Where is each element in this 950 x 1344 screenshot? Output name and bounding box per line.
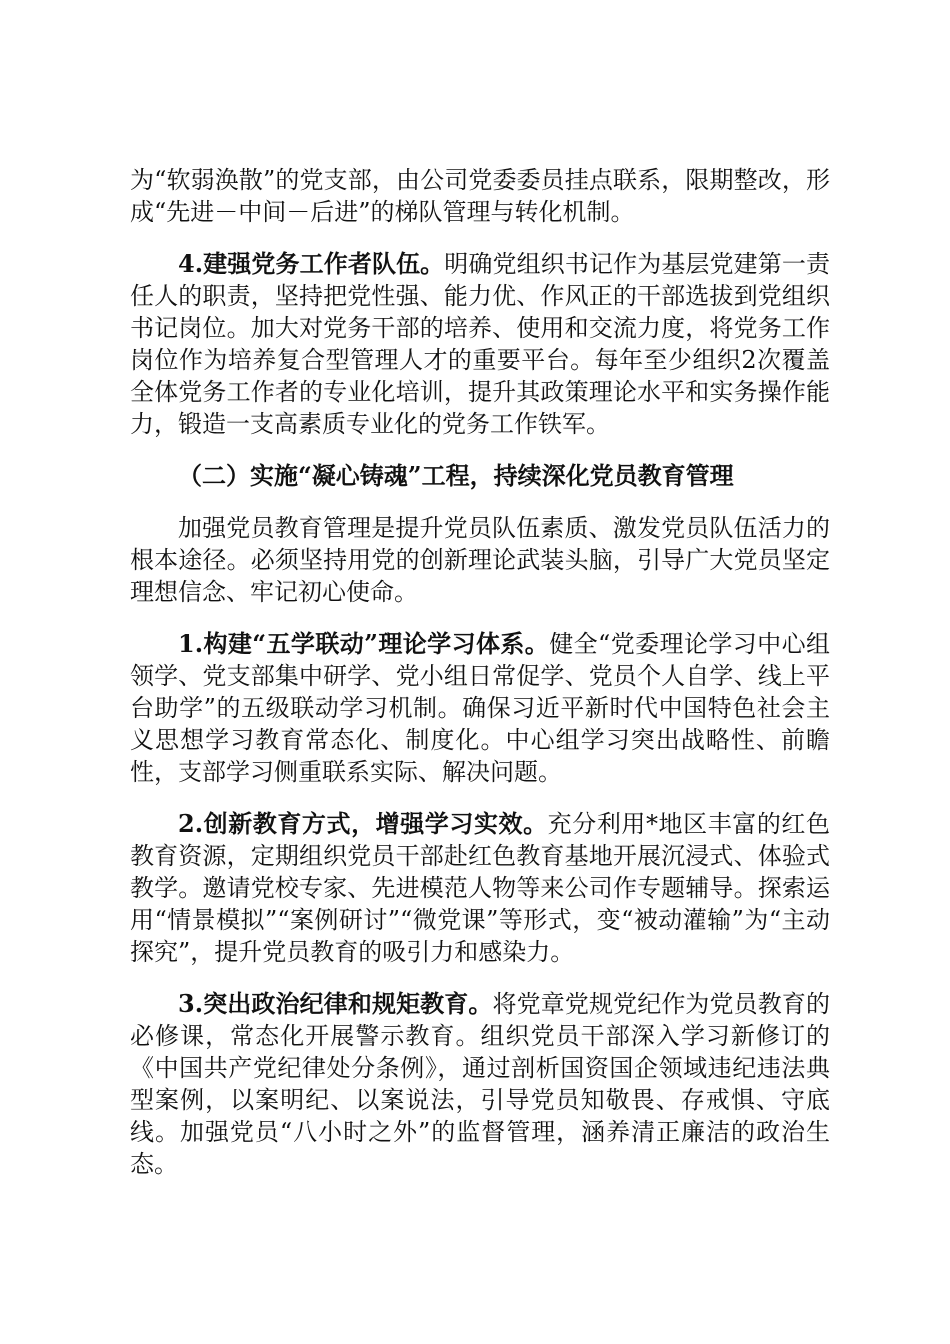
section-heading: （二）实施“凝心铸魂”工程，持续深化党员教育管理 xyxy=(178,461,734,490)
document-page xyxy=(130,164,830,1180)
paragraph-body: 加强党员教育管理是提升党员队伍素质、激发党员队伍活力的根本途径。必须坚持用党的创新理论武装头脑，引导广大党员坚定理想信念、牢记初心使命。 xyxy=(130,514,830,606)
paragraph-item-4 xyxy=(130,248,830,440)
paragraph-intro xyxy=(130,512,830,608)
paragraph-lead: 2.创新教育方式，增强学习实效。 xyxy=(178,809,548,838)
paragraph-item-2 xyxy=(130,808,830,968)
paragraph-body: 充分利用*地区丰富的红色教育资源，定期组织党员干部赴红色教育基地开展沉浸式、体验式教学。邀请党校专家、先进模范人物等来公司作专题辅导。探索运用“情景模拟”“案例研讨”“微党课”等形式，变“被动灌输”为“主动探究”，提升党员教育的吸引力和感染力。 xyxy=(130,810,830,966)
paragraph-body: 明确党组织书记作为基层党建第一责任人的职责，坚持把党性强、能力优、作风正的干部选拔到党组织书记岗位。加大对党务干部的培养、使用和交流力度，将党务工作岗位作为培养复合型管理人才的重要平台。每年至少组织2次覆盖全体党务工作者的专业化培训，提升其政策理论水平和实务操作能力，锻造一支高素质专业化的党务工作铁军。 xyxy=(130,250,830,438)
paragraph-item-1 xyxy=(130,628,830,788)
paragraph-lead: 4.建强党务工作者队伍。 xyxy=(178,249,445,278)
paragraph-lead: 3.突出政治纪律和规矩教育。 xyxy=(178,989,493,1018)
paragraph-body: 健全“党委理论学习中心组领学、党支部集中研学、党小组日常促学、党员个人自学、线上平台助学”的五级联动学习机制。确保习近平新时代中国特色社会主义思想学习教育常态化、制度化。中心组学习突出战略性、前瞻性，支部学习侧重联系实际、解决问题。 xyxy=(130,630,830,786)
paragraph-item-3 xyxy=(130,988,830,1180)
paragraph-body: 将党章党规党纪作为党员教育的必修课，常态化开展警示教育。组织党员干部深入学习新修订的《中国共产党纪律处分条例》，通过剖析国资国企领域违纪违法典型案例，以案明纪、以案说法，引导党员知敬畏、存戒惧、守底线。加强党员“八小时之外”的监督管理，涵养清正廉洁的政治生态。 xyxy=(130,990,830,1178)
paragraph-continued xyxy=(130,164,830,228)
paragraph-lead: 1.构建“五学联动”理论学习体系。 xyxy=(178,629,550,658)
paragraph-body: 为“软弱涣散”的党支部，由公司党委委员挂点联系，限期整改，形成“先进－中间－后进”的梯队管理与转化机制。 xyxy=(130,166,830,226)
